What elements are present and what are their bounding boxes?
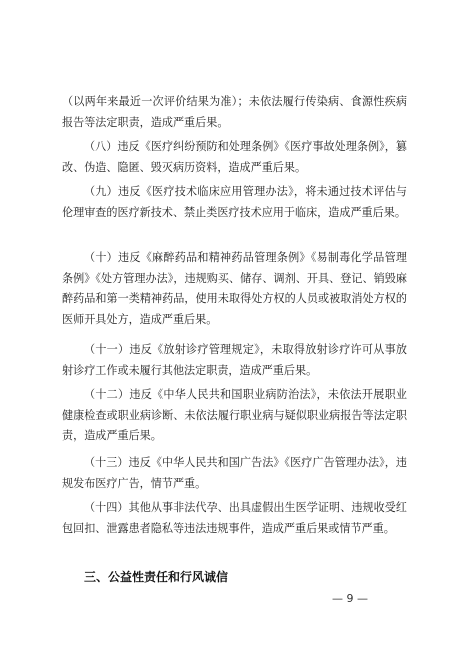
paragraph-item-14: （十四）其他从事非法代孕、出具虚假出生医学证明、违规收受红包回扣、泄露患者隐私等违法违规事件，造成严重后果或情节严重。 [62, 501, 407, 535]
page-number: — 9 — [332, 592, 368, 605]
section-heading: 三、公益性责任和行风诚信 [84, 570, 229, 584]
paragraph-item-11: （十一）违反《放射诊疗管理规定》，未取得放射诊疗许可从事放射诊疗工作或未履行其他法定职责，造成严重后果。 [62, 343, 407, 377]
paragraph-item-9: （九）违反《医疗技术临床应用管理办法》，将未通过技术评估与伦理审查的医疗新技术、禁止类医疗技术应用于临床，造成严重后果。 [62, 185, 407, 219]
paragraph-item-13: （十三）违反《中华人民共和国广告法》《医疗广告管理办法》，违规发布医疗广告，情节严重。 [62, 456, 407, 490]
paragraph-item-8: （八）违反《医疗纠纷预防和处理条例》《医疗事故处理条例》，篡改、伪造、隐匿、毁灭病历资料，造成严重后果。 [62, 140, 407, 174]
paragraph-item-10: （十）违反《麻醉药品和精神药品管理条例》《易制毒化学品管理条例》《处方管理办法》，违规购买、储存、调剂、开具、登记、销毁麻醉药品和第一类精神药品，使用未取得处方权的人员或被取消处方权的医师开具处方，造成严重后果。 [62, 251, 407, 326]
paragraph-continuation: （以两年来最近一次评价结果为准）；未依法履行传染病、食源性疾病报告等法定职责，造成严重后果。 [62, 95, 407, 129]
paragraph-item-12: （十二）违反《中华人民共和国职业病防治法》，未依法开展职业健康检查或职业病诊断、未依法履行职业病与疑似职业病报告等法定职责，造成严重后果。 [62, 388, 407, 442]
